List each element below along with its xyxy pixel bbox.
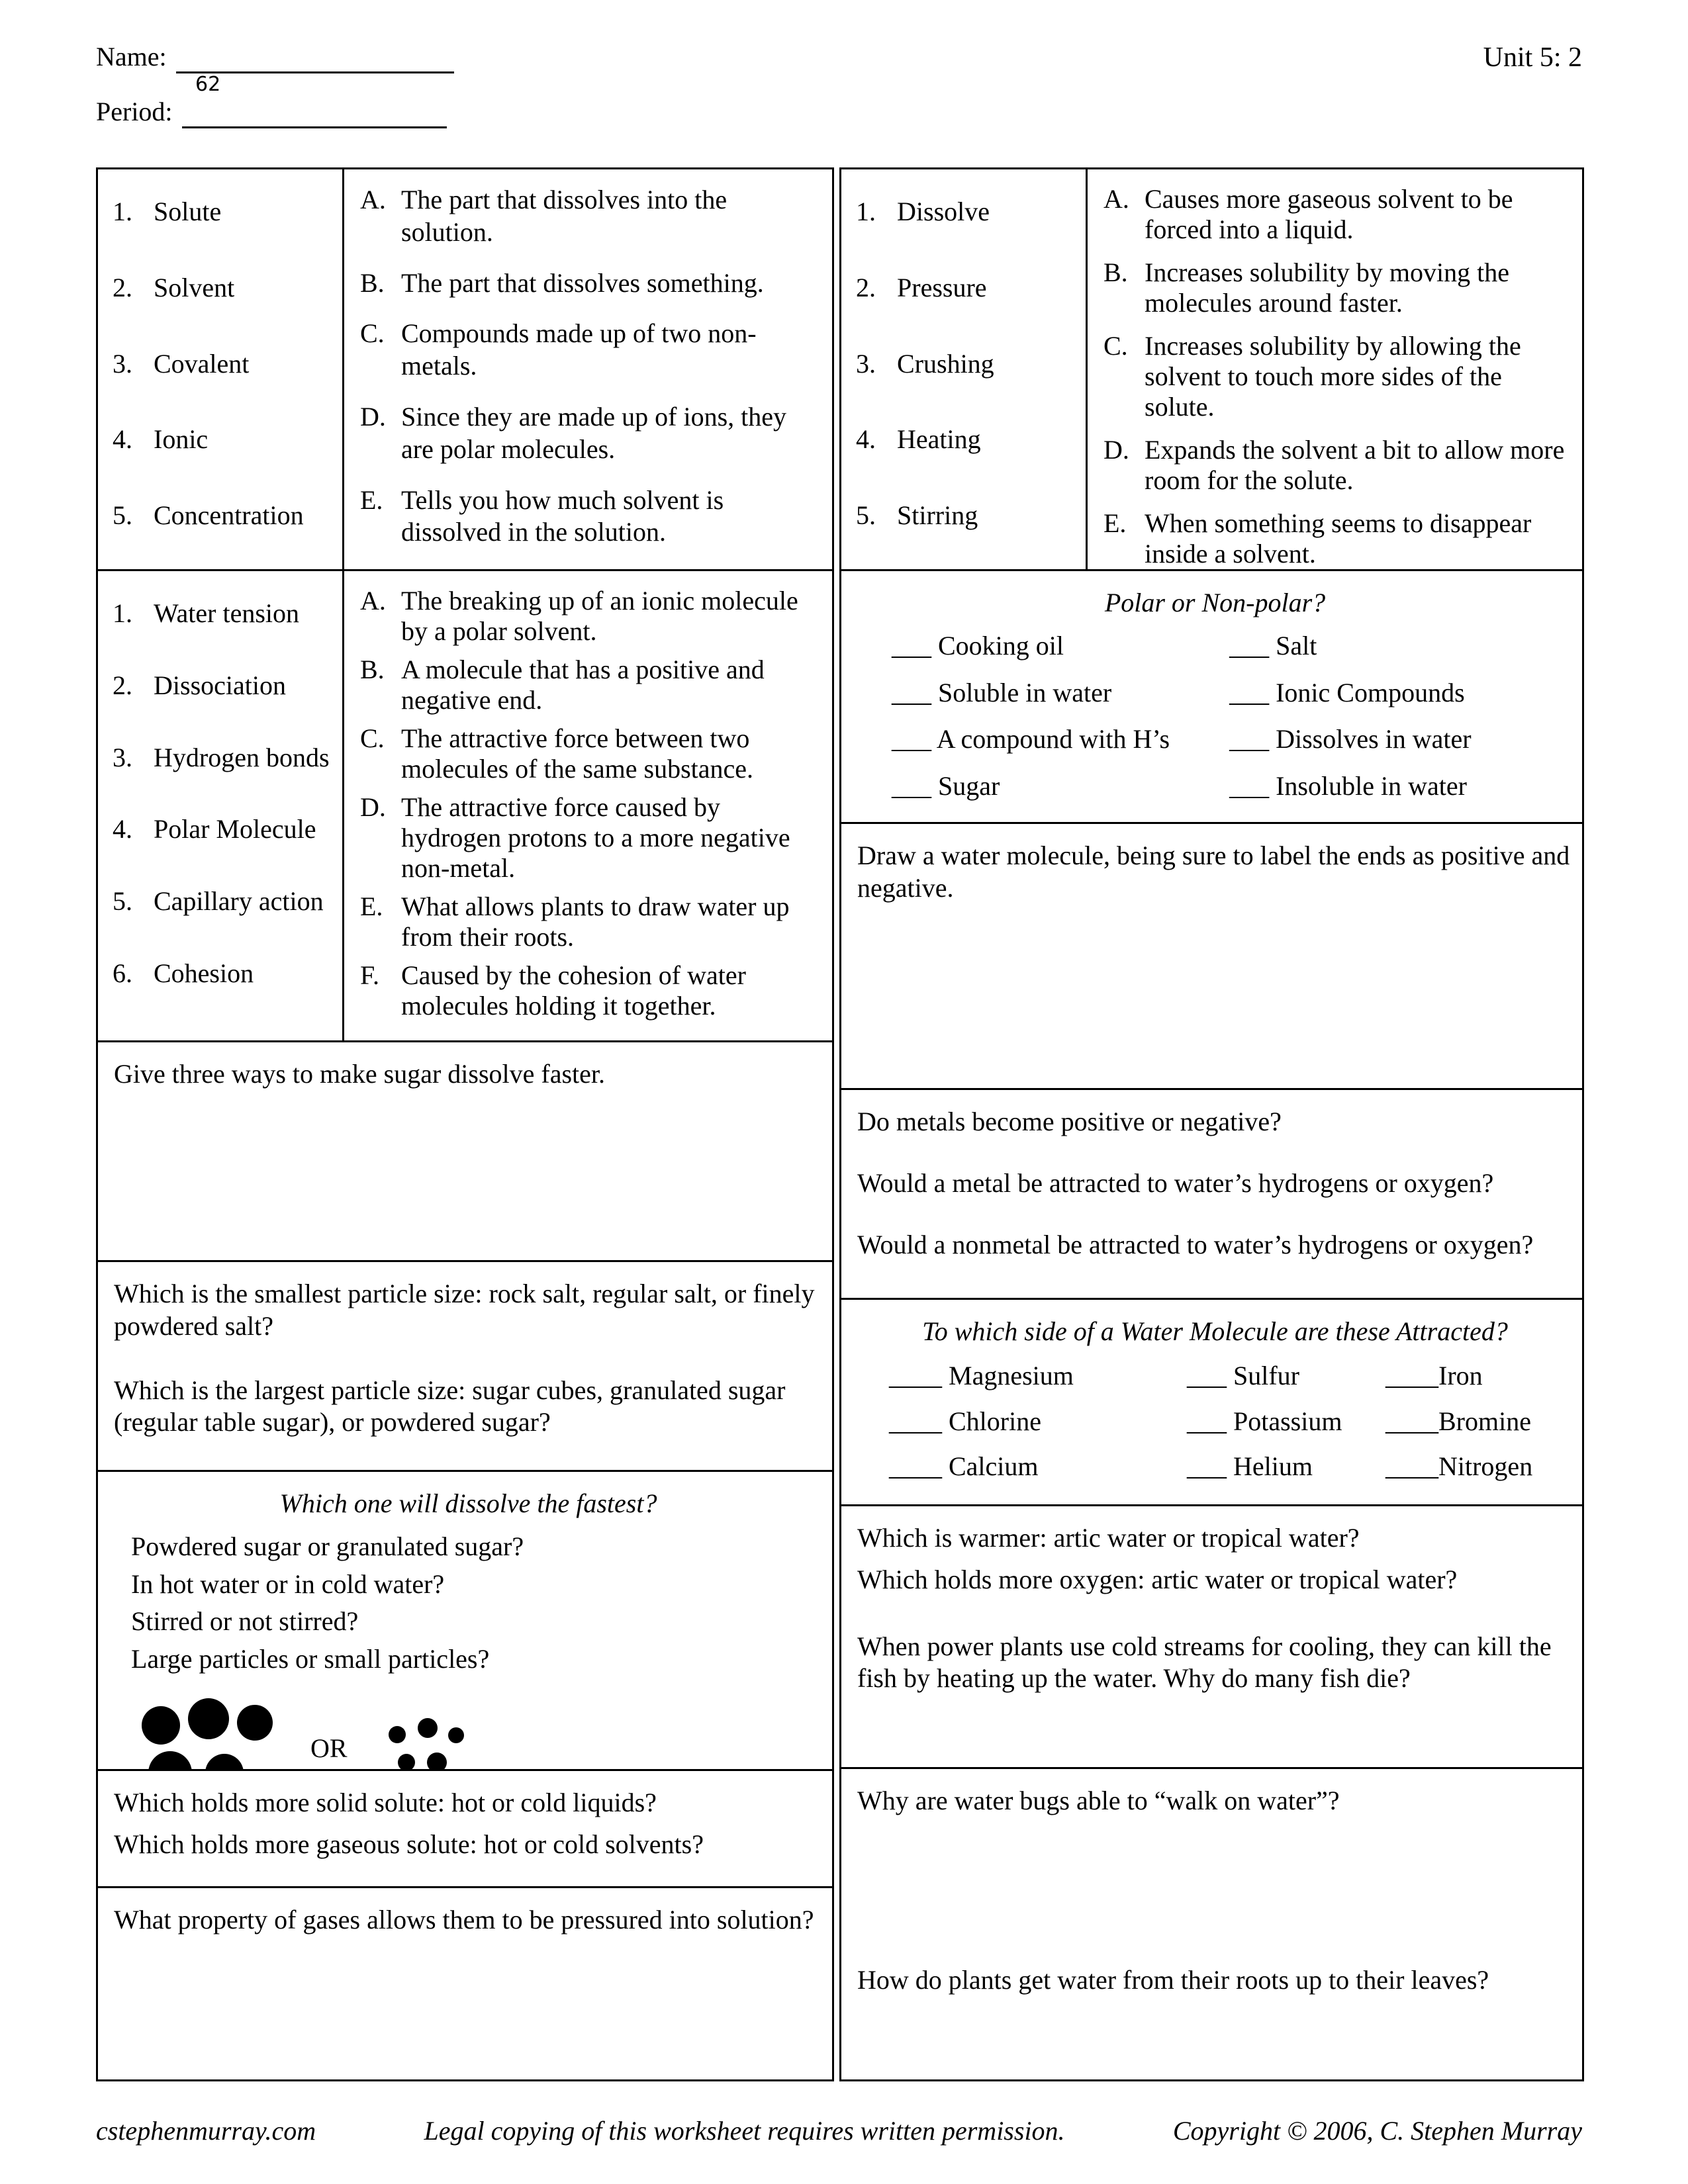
- term-row: [856, 348, 1080, 381]
- definition-row: [360, 586, 821, 647]
- term-number: 6.: [113, 958, 132, 988]
- right-column: [839, 167, 1584, 2081]
- polar-item: ___ A compound with H’s: [892, 724, 1170, 754]
- matching-dissolve-box: [839, 167, 1584, 571]
- term-number: 1.: [113, 598, 132, 628]
- option-line: Large particles or small particles?: [131, 1644, 490, 1674]
- definition-letter: B.: [360, 655, 385, 684]
- definition-text: The attractive force caused by hydrogen protons to a more negative non-metal.: [401, 792, 790, 883]
- term-number: 4.: [113, 424, 132, 455]
- attraction-item: ___ Potassium: [1187, 1406, 1342, 1436]
- polar-items-grid: [857, 630, 1573, 817]
- term-row: [856, 424, 1080, 456]
- question-text: Would a metal be attracted to water’s hydrogens or oxygen?: [857, 1167, 1494, 1198]
- definition-text: A molecule that has a positive and negative end.: [401, 655, 765, 715]
- solute-definitions-list: [344, 169, 832, 569]
- definition-row: [1103, 435, 1571, 496]
- definition-row: [360, 891, 821, 952]
- footer: [96, 2115, 1582, 2148]
- term-row: [113, 813, 337, 846]
- term-label: Pressure: [897, 272, 987, 302]
- definition-text: The part that dissolves something.: [401, 267, 764, 298]
- dissolve-definitions-list: [1088, 169, 1582, 569]
- large-dot: [148, 1751, 192, 1771]
- unit-label: Unit 5: 2: [1483, 42, 1582, 73]
- term-row: [113, 348, 337, 381]
- solute-terms-list: [98, 169, 344, 569]
- definition-letter: A.: [360, 185, 386, 214]
- question-text: Which holds more gaseous solute: hot or cold solvents?: [114, 1829, 704, 1859]
- worksheet-grid: [96, 167, 1584, 2081]
- attraction-item: ___ Sulfur: [1187, 1360, 1299, 1390]
- water-definitions-list: [344, 571, 832, 1040]
- definition-letter: D.: [1103, 434, 1129, 465]
- term-row: [113, 886, 337, 918]
- attraction-item: ____ Magnesium: [889, 1360, 1074, 1390]
- small-dot: [448, 1727, 464, 1743]
- definition-text: Expands the solvent a bit to allow more room for the solute.: [1145, 434, 1565, 496]
- term-label: Polar Molecule: [154, 814, 316, 844]
- polar-item: ___ Dissolves in water: [1229, 724, 1472, 754]
- matching-solute-box: [96, 167, 834, 571]
- term-number: 4.: [856, 424, 876, 455]
- polar-item: ___ Sugar: [892, 771, 1000, 801]
- water-attraction-box: [839, 1298, 1584, 1506]
- option-line: In hot water or in cold water?: [131, 1569, 445, 1599]
- question-text: Which holds more solid solute: hot or cold liquids?: [114, 1788, 657, 1817]
- definition-text: What allows plants to draw water up from their roots.: [401, 891, 790, 952]
- term-number: 2.: [113, 670, 132, 700]
- definition-row: [360, 184, 821, 249]
- water-terms-list: [98, 571, 344, 1040]
- term-label: Heating: [897, 424, 981, 455]
- definition-letter: F.: [360, 960, 380, 990]
- definition-row: [360, 484, 821, 549]
- definition-row: [360, 655, 821, 715]
- term-row: [856, 272, 1080, 304]
- term-label: Cohesion: [154, 958, 254, 988]
- definition-row: [360, 792, 821, 884]
- large-particles-diagram: [142, 1698, 297, 1771]
- term-row: [113, 742, 337, 774]
- definition-row: [360, 267, 821, 300]
- term-number: 3.: [113, 348, 132, 379]
- box-title: Which one will dissolve the fastest?: [279, 1488, 657, 1518]
- term-label: Solvent: [154, 272, 235, 302]
- definition-letter: C.: [1103, 330, 1128, 361]
- term-number: 1.: [856, 197, 876, 226]
- page-number: 62: [195, 72, 221, 96]
- matching-water-box: [96, 569, 834, 1042]
- definition-letter: A.: [1103, 184, 1129, 214]
- definition-letter: A.: [360, 586, 386, 615]
- term-number: 4.: [113, 814, 132, 844]
- question-text: How do plants get water from their roots up to their leaves?: [857, 1964, 1489, 1995]
- solute-amount-box: [96, 1769, 834, 1888]
- dissolve-fastest-options: [131, 1531, 823, 1676]
- option-line: Stirred or not stirred?: [131, 1606, 359, 1637]
- attraction-items-grid: [857, 1360, 1573, 1483]
- term-label: Crushing: [897, 348, 994, 379]
- left-column: [96, 167, 834, 2081]
- term-row: [113, 500, 337, 532]
- definition-text: Compounds made up of two non-metals.: [401, 318, 757, 381]
- polar-item: ___ Soluble in water: [892, 677, 1112, 707]
- term-row: [113, 196, 337, 228]
- term-row: [113, 958, 337, 990]
- term-row: [113, 670, 337, 702]
- small-dot: [389, 1726, 406, 1743]
- definition-letter: E.: [360, 484, 383, 515]
- metals-questions-box: [839, 1088, 1584, 1300]
- large-dot: [237, 1705, 273, 1741]
- question-text: Would a nonmetal be attracted to water’s hydrogens or oxygen?: [857, 1229, 1534, 1259]
- term-label: Concentration: [154, 500, 304, 531]
- term-number: 1.: [113, 197, 132, 226]
- attraction-item: ____Bromine: [1385, 1406, 1531, 1436]
- question-text: Which is the smallest particle size: rock salt, regular salt, or finely powdered salt?: [114, 1279, 815, 1341]
- footer-copyright: Copyright © 2006, C. Stephen Murray: [1172, 2116, 1582, 2146]
- definition-row: [1103, 257, 1571, 319]
- definition-text: When something seems to disappear inside a solvent.: [1145, 508, 1532, 569]
- definition-row: [1103, 331, 1571, 423]
- term-label: Covalent: [154, 348, 250, 379]
- definition-text: The attractive force between two molecules of the same substance.: [401, 723, 754, 784]
- question-text: What property of gases allows them to be pressured into solution?: [114, 1905, 814, 1934]
- term-number: 2.: [113, 272, 132, 302]
- polar-item: ___ Salt: [1229, 630, 1317, 660]
- term-label: Solute: [154, 197, 222, 226]
- term-row: [856, 196, 1080, 228]
- term-label: Stirring: [897, 500, 978, 531]
- term-number: 5.: [113, 500, 132, 531]
- option-line: Powdered sugar or granulated sugar?: [131, 1531, 524, 1561]
- polar-right-column: [1229, 630, 1573, 817]
- polar-left-column: [857, 630, 1229, 817]
- definition-letter: E.: [1103, 508, 1127, 538]
- question-text: Give three ways to make sugar dissolve faster.: [114, 1059, 606, 1089]
- attraction-item: ___ Helium: [1187, 1451, 1313, 1482]
- term-label: Hydrogen bonds: [154, 742, 330, 772]
- gas-pressure-box: [96, 1886, 834, 2081]
- term-label: Dissolve: [897, 197, 990, 226]
- footer-legal: Legal copying of this worksheet requires written permission.: [424, 2116, 1065, 2146]
- water-temperature-box: [839, 1504, 1584, 1769]
- definition-letter: E.: [360, 891, 383, 921]
- attraction-item: ____ Calcium: [889, 1451, 1039, 1482]
- dissolve-fastest-box: [96, 1470, 834, 1771]
- name-blank-line: [176, 44, 454, 73]
- term-row: [113, 424, 337, 456]
- term-number: 3.: [856, 348, 876, 379]
- dissolve-terms-list: [841, 169, 1088, 569]
- definition-text: The breaking up of an ionic molecule by a polar solvent.: [401, 586, 798, 646]
- header: [96, 41, 1582, 128]
- definition-text: Causes more gaseous solvent to be forced into a liquid.: [1145, 184, 1513, 245]
- definition-text: Increases solubility by allowing the solvent to touch more sides of the solute.: [1145, 330, 1521, 422]
- name-label: Name:: [96, 42, 167, 71]
- definition-text: The part that dissolves into the solution.: [401, 185, 727, 247]
- question-text: Which is warmer: artic water or tropical water?: [857, 1523, 1360, 1553]
- term-label: Water tension: [154, 598, 300, 628]
- attraction-item: ____Iron: [1385, 1360, 1483, 1390]
- term-row: [113, 598, 337, 630]
- small-dot: [427, 1752, 447, 1771]
- name-period-block: [96, 41, 454, 128]
- particle-size-box: [96, 1260, 834, 1472]
- question-text: Do metals become positive or negative?: [857, 1107, 1282, 1136]
- term-label: Capillary action: [154, 886, 324, 917]
- question-text: Which holds more oxygen: artic water or tropical water?: [857, 1564, 1458, 1594]
- term-number: 3.: [113, 742, 132, 772]
- large-dot: [205, 1754, 244, 1771]
- or-label: OR: [310, 1733, 348, 1763]
- period-label: Period:: [96, 96, 173, 126]
- definition-letter: D.: [360, 401, 386, 432]
- term-number: 5.: [113, 886, 132, 917]
- definition-row: [1103, 184, 1571, 246]
- small-dot: [418, 1718, 438, 1738]
- polar-item: ___ Ionic Compounds: [1229, 677, 1465, 707]
- polar-nonpolar-box: [839, 569, 1584, 824]
- definition-letter: C.: [360, 723, 385, 753]
- small-dot: [398, 1754, 415, 1771]
- definition-letter: D.: [360, 792, 386, 822]
- term-number: 5.: [856, 500, 876, 531]
- attraction-item: ____Nitrogen: [1385, 1451, 1533, 1482]
- period-blank-line: [182, 99, 447, 128]
- attraction-item: ____ Chlorine: [889, 1406, 1041, 1436]
- question-text: When power plants use cold streams for cooling, they can kill the fish by heating up the water. Why do many fish die?: [857, 1631, 1552, 1694]
- box-title: Polar or Non-polar?: [1104, 588, 1326, 617]
- draw-water-molecule-box: [839, 822, 1584, 1090]
- question-text: Which is the largest particle size: sugar cubes, granulated sugar (regular table sugar), or powdered sugar?: [114, 1375, 786, 1437]
- definition-text: Caused by the cohesion of water molecules holding it together.: [401, 960, 746, 1021]
- definition-row: [360, 318, 821, 383]
- definition-text: Increases solubility by moving the molecules around faster.: [1145, 257, 1510, 318]
- small-particles-diagram: [389, 1717, 475, 1771]
- box-title: To which side of a Water Molecule are these Attracted?: [922, 1316, 1508, 1346]
- term-number: 2.: [856, 272, 876, 302]
- water-bugs-box: [839, 1767, 1584, 2081]
- large-dot: [142, 1706, 180, 1745]
- term-label: Dissociation: [154, 670, 286, 700]
- instruction-text: Draw a water molecule, being sure to label the ends as positive and negative.: [857, 841, 1570, 903]
- definition-row: [360, 960, 821, 1021]
- definition-text: Tells you how much solvent is dissolved in the solution.: [401, 484, 724, 547]
- definition-row: [1103, 508, 1571, 570]
- definition-letter: B.: [360, 267, 385, 298]
- polar-item: ___ Cooking oil: [892, 630, 1064, 660]
- question-text: Why are water bugs able to “walk on water”?: [857, 1786, 1340, 1815]
- definition-row: [360, 723, 821, 784]
- large-dot: [188, 1698, 229, 1739]
- term-label: Ionic: [154, 424, 209, 455]
- polar-item: ___ Insoluble in water: [1229, 771, 1467, 801]
- sugar-dissolve-box: [96, 1040, 834, 1262]
- term-row: [856, 500, 1080, 532]
- term-row: [113, 272, 337, 304]
- definition-text: Since they are made up of ions, they are polar molecules.: [401, 401, 787, 464]
- footer-site: cstephenmurray.com: [96, 2116, 316, 2146]
- definition-letter: B.: [1103, 257, 1128, 287]
- particle-dots-illustration: [142, 1698, 823, 1771]
- definition-row: [360, 401, 821, 466]
- definition-letter: C.: [360, 318, 385, 349]
